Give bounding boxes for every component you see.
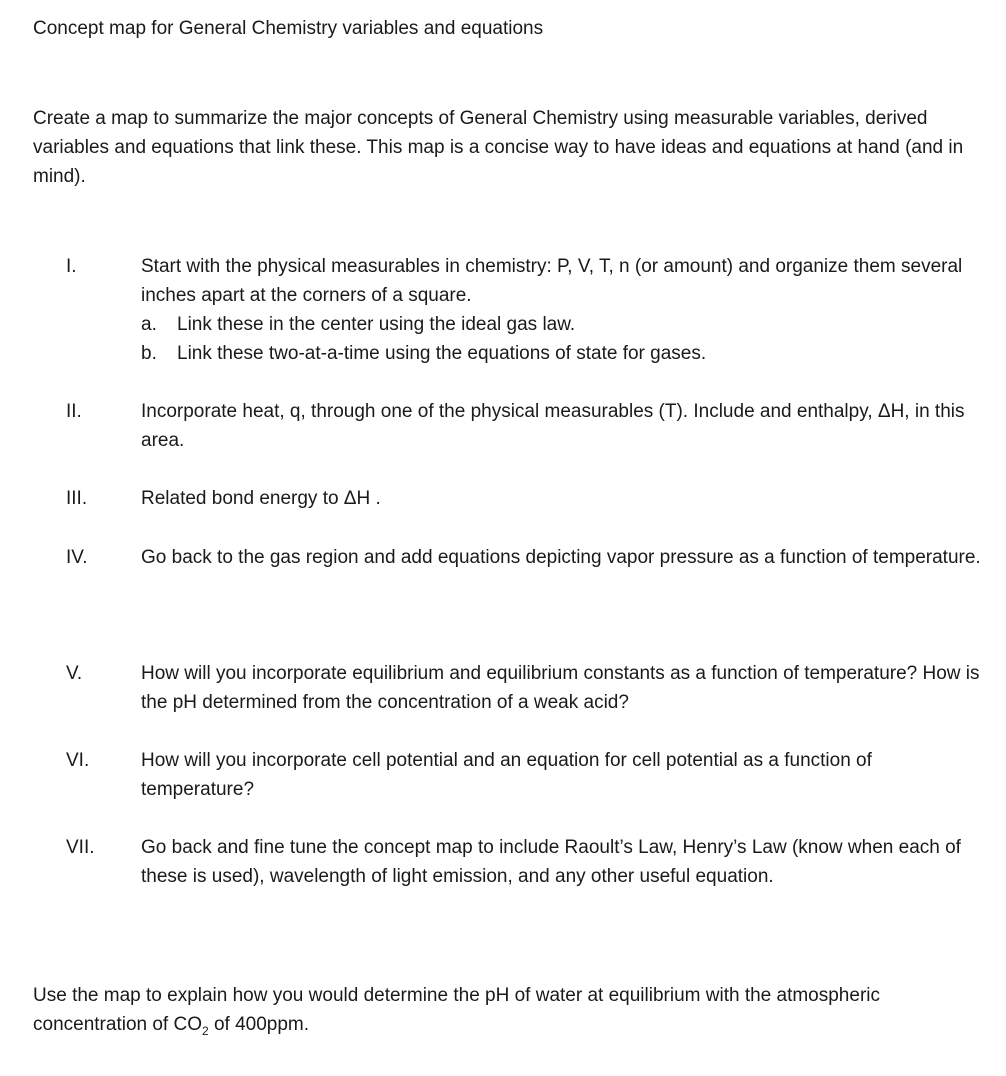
item-text: Incorporate heat, q, through one of the physical measurables (T). Include and enthalpy, ΔH, in this area. xyxy=(141,401,965,451)
sub-item-text: Link these two-at-a-time using the equations of state for gases. xyxy=(177,343,707,364)
sub-item-label: b. xyxy=(141,343,157,364)
item-numeral: III. xyxy=(66,488,88,509)
sub-item-label: a. xyxy=(141,314,157,335)
item-text: Go back and fine tune the concept map to include Raoult’s Law, Henry’s Law (know when each of these is used), wavelength of light emission, and any other useful equation. xyxy=(141,837,961,887)
item-numeral: V. xyxy=(66,663,83,684)
item-text: Go back to the gas region and add equations depicting vapor pressure as a function of temperature. xyxy=(141,547,981,568)
closing-paragraph xyxy=(33,981,973,1039)
sub-item xyxy=(141,339,706,368)
intro-paragraph: Create a map to summarize the major concepts of General Chemistry using measurable variables, derived variables and equations that link these. This map is a concise way to have ideas and equations at hand (and in mind). xyxy=(33,108,964,187)
co2-subscript: 2 xyxy=(201,1023,209,1038)
item-numeral: VII. xyxy=(66,837,95,858)
item-numeral: VI. xyxy=(66,750,90,771)
item-text: Start with the physical measurables in chemistry: P, V, T, n (or amount) and organize them several inches apart at the corners of a square. xyxy=(141,256,963,306)
item-numeral: II. xyxy=(66,401,82,422)
page-title: Concept map for General Chemistry variables and equations xyxy=(33,18,544,39)
closing-text: Use the map to explain how you would determine the pH of water at equilibrium with the atmospheric concentration of CO xyxy=(33,985,880,1035)
item-numeral: I. xyxy=(66,256,77,277)
item-numeral: IV. xyxy=(66,547,88,568)
item-text: Related bond energy to ΔH . xyxy=(141,488,381,509)
sub-item xyxy=(141,310,575,339)
item-text: How will you incorporate cell potential and an equation for cell potential as a function of temperature? xyxy=(141,750,872,800)
item-text: How will you incorporate equilibrium and equilibrium constants as a function of temperature? How is the pH determined from the concentration of a weak acid? xyxy=(141,663,980,713)
closing-text-end: of 400ppm. xyxy=(208,1014,310,1035)
sub-item-text: Link these in the center using the ideal gas law. xyxy=(177,314,576,335)
